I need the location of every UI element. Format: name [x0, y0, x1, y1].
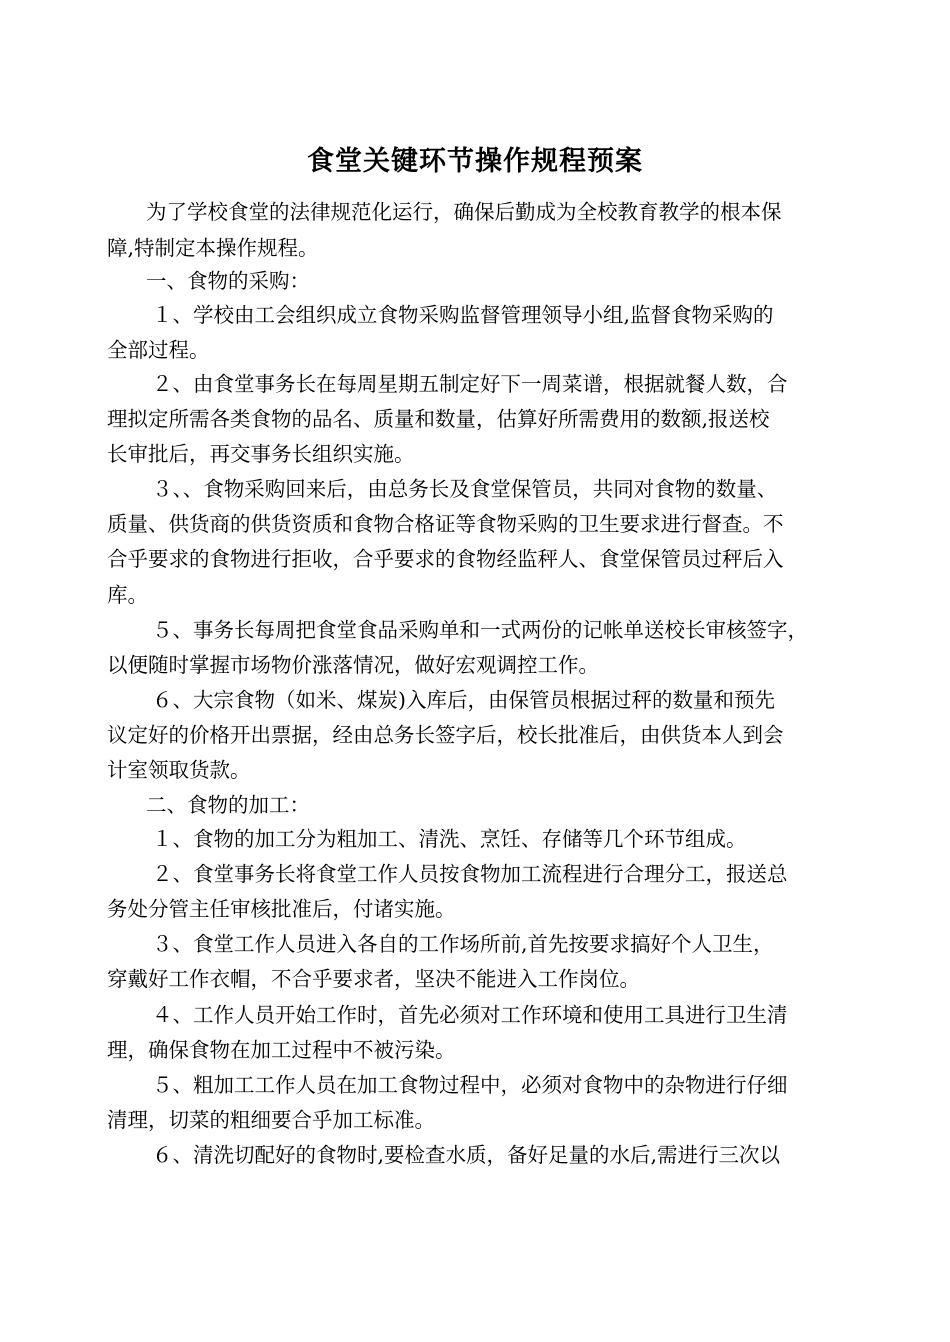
paragraph-line: ５、粗加工工作人员在加工食物过程中，必须对食物中的杂物进行仔细: [152, 1073, 788, 1097]
paragraph-line: 质量、供货商的供货资质和食物合格证等食物采购的卫生要求进行督查。不: [107, 512, 784, 536]
paragraph-line: 全部过程。: [107, 338, 210, 362]
paragraph-line: ６、大宗食物（如米、煤炭)入库后，由保管员根据过秤的数量和预先: [152, 688, 775, 712]
section-heading: 二、食物的加工：: [146, 793, 310, 817]
paragraph-line: ２、食堂事务长将食堂工作人员按食物加工流程进行合理分工，报送总: [152, 862, 788, 886]
paragraph-line: 计室领取货款。: [107, 758, 251, 782]
paragraph-line: ３、、食物采购回来后，由总务长及食堂保管员，共同对食物的数量、: [152, 477, 778, 501]
paragraph-line: 合乎要求的食物进行拒收，合乎要求的食物经监秤人、食堂保管员过秤后入: [107, 547, 784, 571]
document-title: 食堂关键环节操作规程预案: [307, 146, 643, 177]
paragraph-line: 理，确保食物在加工过程中不被污染。: [107, 1038, 456, 1062]
paragraph-line: 以便随时掌握市场物价涨落情况，做好宏观调控工作。: [107, 653, 599, 677]
paragraph-line: ２、由食堂事务长在每周星期五制定好下一周菜谱，根据就餐人数，合: [152, 372, 788, 396]
paragraph-line: 务处分管主任审核批准后，付诸实施。: [107, 897, 456, 921]
paragraph-line: 理拟定所需各类食物的品名、质量和数量，估算好所需费用的数额,报送校: [107, 407, 770, 431]
paragraph-line: ３、食堂工作人员进入各自的工作场所前,首先按要求搞好个人卫生，: [152, 932, 774, 956]
paragraph-line: 库。: [107, 583, 148, 607]
paragraph-line: 障,特制定本操作规程。: [107, 236, 319, 260]
paragraph-line: 穿戴好工作衣帽，不合乎要求者，坚决不能进入工作岗位。: [107, 967, 640, 991]
paragraph-line: 为了学校食堂的法律规范化运行，确保后勤成为全校教育教学的根本保: [146, 200, 782, 224]
paragraph-line: 清理，切菜的粗细要合乎加工标准。: [107, 1108, 435, 1132]
paragraph-line: １、学校由工会组织成立食物采购监督管理领导小组,监督食物采购的: [152, 303, 774, 327]
paragraph-line: ４、工作人员开始工作时，首先必须对工作环境和使用工具进行卫生清: [152, 1003, 788, 1027]
section-heading: 一、食物的采购：: [146, 269, 310, 293]
paragraph-line: ６、清洗切配好的食物时,要检查水质，备好足量的水后,需进行三次以: [152, 1143, 781, 1167]
paragraph-line: １、食物的加工分为粗加工、清洗、烹饪、存储等几个环节组成。: [152, 827, 747, 851]
paragraph-line: 议定好的价格开出票据，经由总务长签字后，校长批准后，由供货本人到会: [107, 723, 784, 747]
paragraph-line: 长审批后，再交事务长组织实施。: [107, 442, 415, 466]
paragraph-line: ５、事务长每周把食堂食品采购单和一式两份的记帐单送校长审核签字，: [152, 618, 808, 642]
